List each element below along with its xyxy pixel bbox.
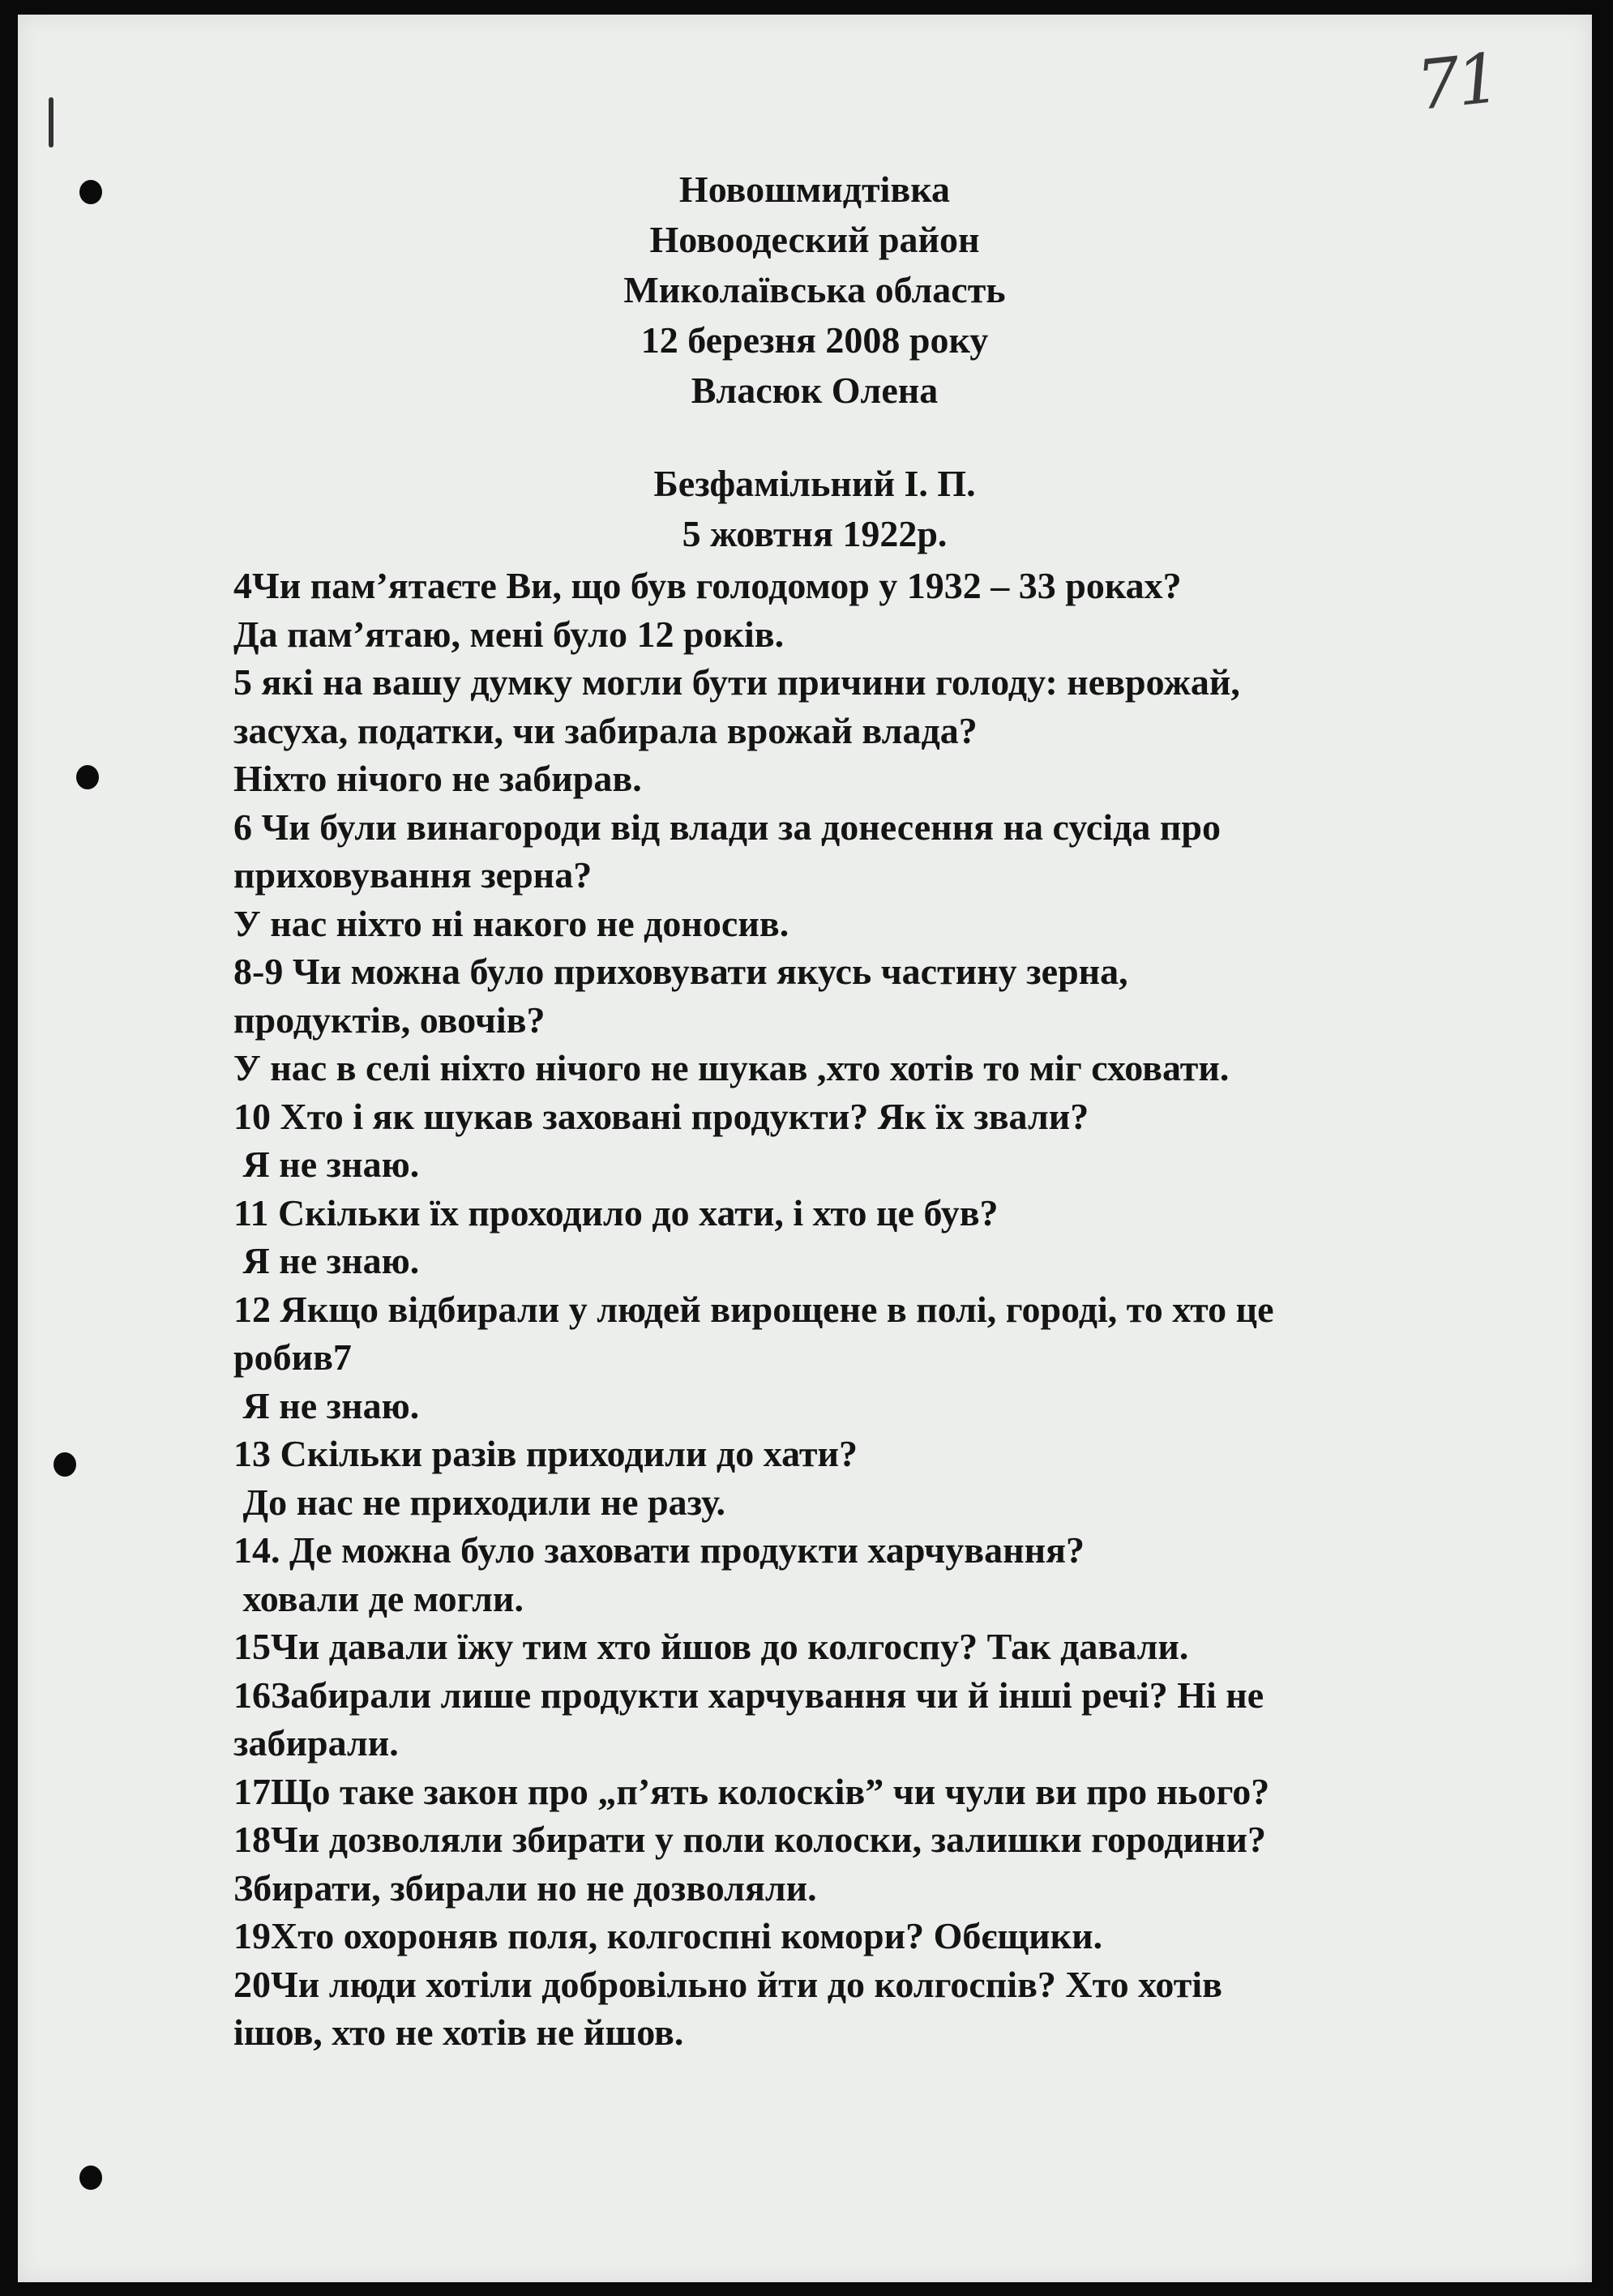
- header-interviewer: Власюк Олена: [691, 370, 939, 411]
- header-region: Миколаївська область: [623, 269, 1006, 310]
- document-header: [0, 165, 1613, 416]
- punch-hole: [76, 765, 99, 789]
- header-district: Новоодеский район: [649, 219, 980, 260]
- interview-line: продуктів, овочів?: [233, 998, 546, 1041]
- interview-line: Я не знаю.: [233, 1144, 420, 1185]
- interview-line: робив7: [233, 1336, 352, 1378]
- interview-line: забирали.: [233, 1722, 399, 1764]
- punch-hole: [53, 1452, 76, 1477]
- interview-line: 19Хто охороняв поля, колгоспні комори? Обєщики.: [233, 1915, 1103, 1956]
- margin-mark: [49, 97, 53, 148]
- interview-line: 18Чи дозволяли збирати у поли колоски, залишки городини?: [233, 1819, 1266, 1860]
- interview-line: 4Чи пам’ятаєте Ви, що був голодомор у 1932 – 33 роках?: [233, 565, 1182, 606]
- interview-line: Да пам’ятаю, мені було 12 років.: [233, 613, 785, 655]
- interview-line: ішов, хто не хотів не йшов.: [233, 2012, 684, 2053]
- interview-line: У нас ніхто ні накого не доносив.: [233, 902, 789, 944]
- interview-line: 11 Скільки їх проходило до хати, і хто це був?: [233, 1191, 999, 1234]
- interview-line: засуха, податки, чи забирала врожай влада?: [233, 709, 978, 751]
- punch-hole: [79, 2166, 102, 2190]
- interview-line: 17Що таке закон про „п’ять колосків” чи чули ви про нього?: [233, 1770, 1270, 1812]
- interview-line: Збирати, збирали но не дозволяли.: [233, 1866, 817, 1909]
- interview-line: Я не знаю.: [233, 1240, 420, 1281]
- interview-line: 13 Скільки разів приходили до хати?: [233, 1433, 858, 1474]
- interview-line: 5 які на вашу думку могли бути причини голоду: неврожай,: [233, 661, 1240, 703]
- header-date: 12 березня 2008 року: [640, 319, 989, 361]
- interview-line: ховали де могли.: [233, 1577, 524, 1619]
- interview-line: У нас в селі ніхто нічого не шукав ,хто хотів то міг сховати.: [233, 1047, 1230, 1088]
- interview-line: 14. Де можна було заховати продукти харчування?: [233, 1529, 1085, 1571]
- interview-line: 10 Хто і як шукав заховані продукти? Як їх звали?: [233, 1095, 1089, 1137]
- interview-line: 12 Якщо відбирали у людей вирощене в полі, городі, то хто це: [233, 1288, 1274, 1330]
- header-village: Новошмидтівка: [678, 169, 951, 210]
- respondent-info: [0, 459, 1613, 559]
- interview-line: 6 Чи були винагороди від влади за донесення на сусіда про: [233, 806, 1221, 848]
- interview-line: До нас не приходили не разу.: [233, 1481, 726, 1523]
- respondent-name: Безфамільний І. П.: [653, 463, 976, 504]
- handwritten-page-number: 71: [1413, 38, 1501, 126]
- interview-line: Я не знаю.: [233, 1384, 420, 1426]
- interview-line: 20Чи люди хотіли добровільно йти до колгоспів? Хто хотів: [233, 1963, 1222, 2005]
- interview-line: приховування зерна?: [233, 854, 593, 896]
- interview-line: 16Забирали лише продукти харчування чи й інші речі? Ні не: [233, 1674, 1264, 1716]
- interview-line: 15Чи давали їжу тим хто йшов до колгоспу? Так давали.: [233, 1626, 1189, 1667]
- interview-line: 8-9 Чи можна було приховувати якусь частину зерна,: [233, 951, 1128, 992]
- respondent-birth-date: 5 жовтня 1922р.: [682, 513, 948, 554]
- interview-line: Ніхто нічого не забирав.: [233, 758, 642, 799]
- interview-text: [233, 562, 1449, 2057]
